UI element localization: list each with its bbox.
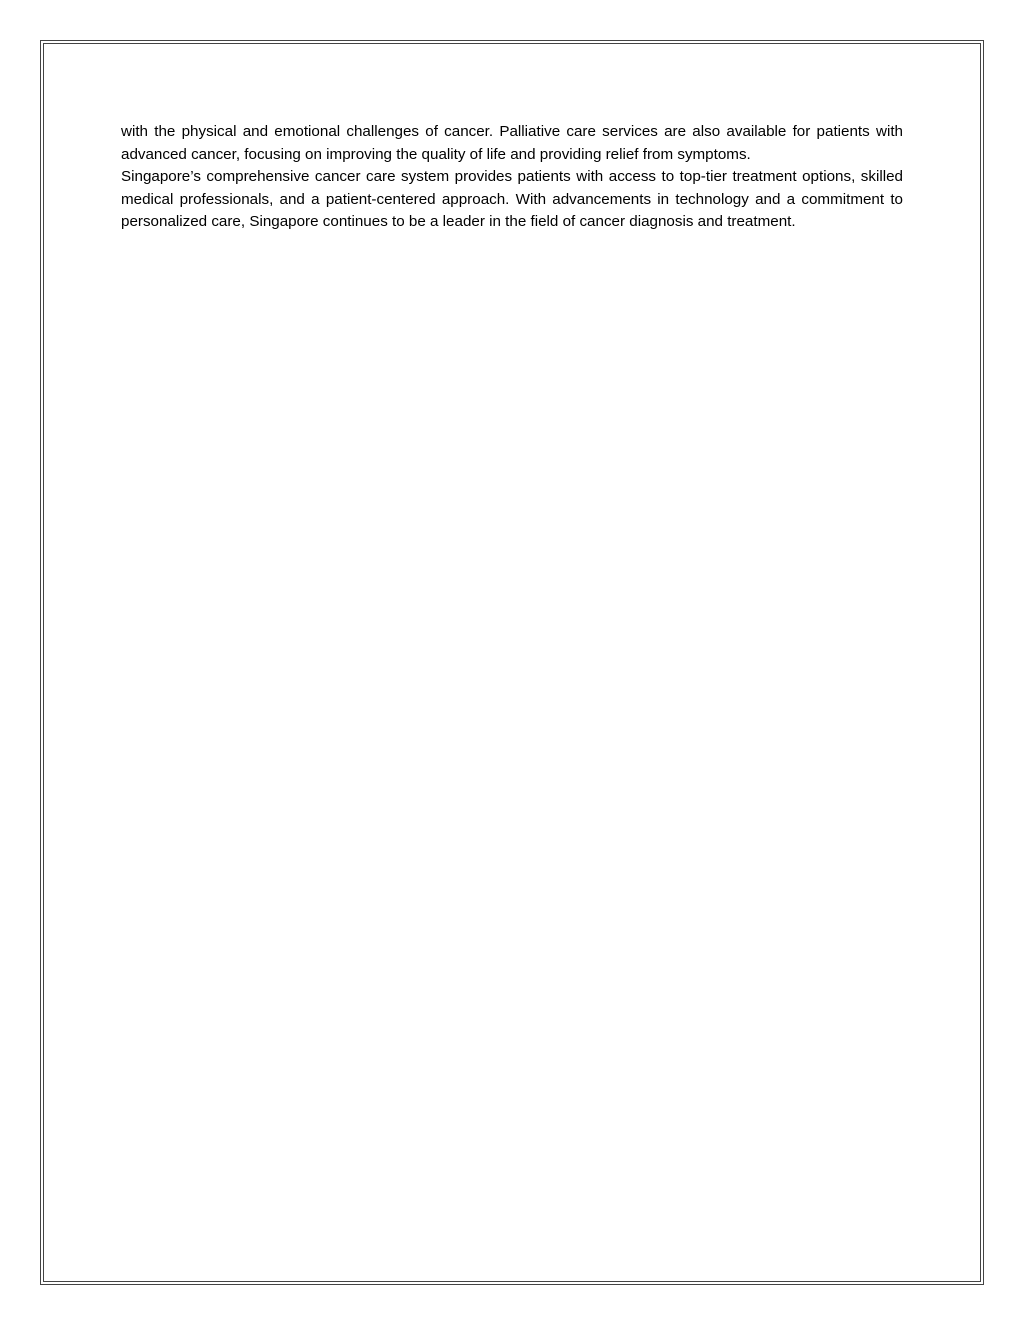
paragraph-singapore-care-system: Singapore’s comprehensive cancer care system provides patients with access to top-tier treatment options, skilled medical professionals, and a patient-centered approach. With advancements in technology and a commitment to personalized care, Singapore continues to be a leader in the field of cancer diagnosis and treatment. xyxy=(121,168,903,230)
paragraph-palliative-care: with the physical and emotional challenges of cancer. Palliative care services are also available for patients with advanced cancer, focusing on improving the quality of life and providing relief from symptoms. xyxy=(121,123,903,163)
document-body xyxy=(121,121,903,234)
